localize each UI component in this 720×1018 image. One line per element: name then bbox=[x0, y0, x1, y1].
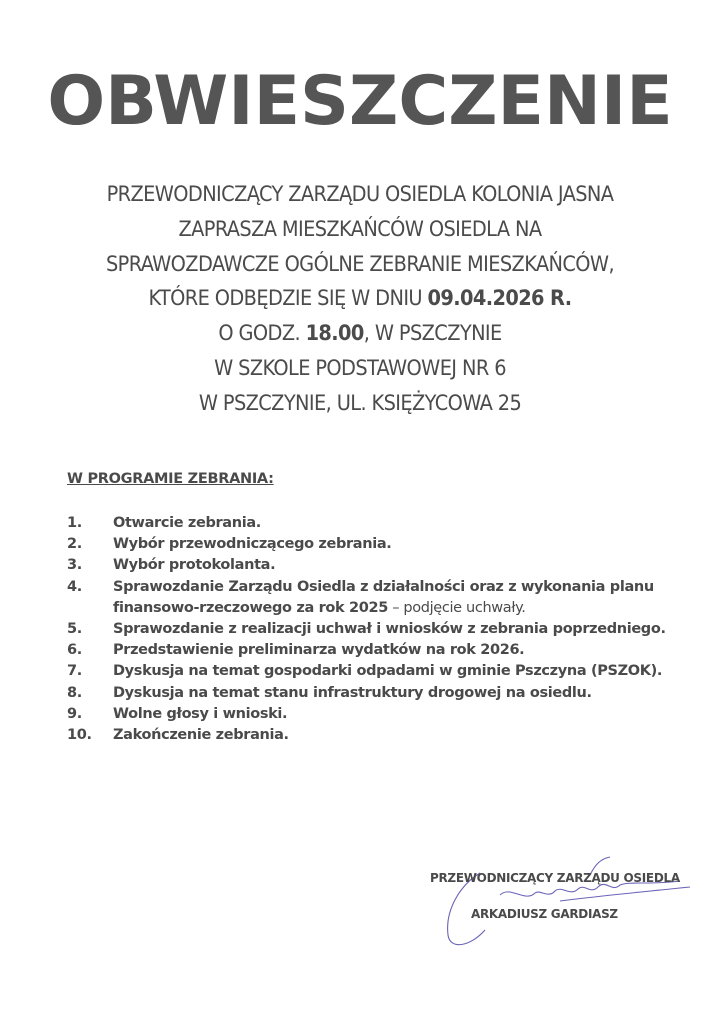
agenda-item bbox=[67, 640, 707, 661]
agenda-text: Wybór protokolanta. bbox=[113, 557, 276, 574]
agenda-item bbox=[67, 534, 707, 555]
time-suffix: , W PSZCZYNIE bbox=[363, 321, 502, 347]
program-heading: W PROGRAMIE ZEBRANIA: bbox=[67, 471, 274, 487]
intro-line-time bbox=[0, 317, 720, 352]
agenda-item bbox=[67, 619, 707, 640]
agenda-number: 8. bbox=[67, 684, 82, 701]
intro-line: ZAPRASZA MIESZKAŃCÓW OSIEDLA NA bbox=[178, 216, 542, 242]
agenda-number: 10. bbox=[67, 727, 92, 744]
intro-line: W PSZCZYNIE, UL. KSIĘŻYCOWA 25 bbox=[198, 390, 522, 416]
meeting-time: 18.00 bbox=[305, 321, 364, 347]
agenda-item bbox=[67, 577, 707, 619]
agenda-number: 5. bbox=[67, 621, 82, 638]
agenda-number: 4. bbox=[67, 578, 82, 595]
agenda-text-normal: – podjęcie uchwały. bbox=[387, 599, 526, 616]
intro-line: PRZEWODNICZĄCY ZARZĄDU OSIEDLA KOLONIA JASNA bbox=[106, 182, 614, 207]
handwritten-signature bbox=[440, 855, 700, 955]
agenda-number: 9. bbox=[67, 705, 82, 722]
intro-line: SPRAWOZDAWCZE OGÓLNE ZEBRANIE MIESZKAŃCÓW, bbox=[105, 251, 615, 277]
time-prefix: O GODZ. bbox=[218, 321, 306, 347]
agenda-text: Dyskusja na temat stanu infrastruktury drogowej na osiedlu. bbox=[113, 684, 592, 701]
agenda-number: 1. bbox=[67, 515, 82, 531]
signature-name: ARKADIUSZ GARDIASZ bbox=[471, 907, 618, 921]
agenda-text: Wolne głosy i wnioski. bbox=[113, 705, 288, 722]
agenda-number: 7. bbox=[67, 663, 82, 680]
intro-text bbox=[0, 178, 720, 422]
agenda-text: Sprawozdanie Zarządu Osiedla z działalności oraz z wykonania planu bbox=[113, 578, 654, 595]
agenda-text: Zakończenie zebrania. bbox=[113, 727, 289, 744]
intro-line-date bbox=[0, 282, 720, 317]
agenda-list bbox=[67, 513, 707, 746]
signature-title: PRZEWODNICZĄCY ZARZĄDU OSIEDLA bbox=[430, 871, 680, 885]
agenda-text: Sprawozdanie z realizacji uchwał i wniosków z zebrania poprzedniego. bbox=[113, 621, 666, 638]
page-title: OBWIESZCZENIE bbox=[47, 62, 673, 141]
agenda-text-cont: finansowo-rzeczowego za rok 2025 bbox=[113, 599, 388, 616]
agenda-text: Przedstawienie preliminarza wydatków na rok 2026. bbox=[113, 642, 525, 659]
intro-line: W SZKOLE PODSTAWOWEJ NR 6 bbox=[214, 355, 506, 381]
agenda-item bbox=[67, 555, 707, 576]
agenda-item bbox=[67, 704, 707, 725]
agenda-item bbox=[67, 683, 707, 704]
meeting-date: 09.04.2026 R. bbox=[427, 286, 572, 312]
agenda-number: 6. bbox=[67, 642, 82, 659]
agenda-number: 2. bbox=[67, 536, 82, 553]
agenda-number: 3. bbox=[67, 557, 82, 574]
agenda-text: Dyskusja na temat gospodarki odpadami w gminie Pszczyna (PSZOK). bbox=[113, 663, 663, 680]
agenda-item bbox=[67, 725, 707, 746]
signature-stroke bbox=[560, 887, 690, 901]
date-prefix: KTÓRE ODBĘDZIE SIĘ W DNIU bbox=[148, 286, 428, 312]
agenda-text: Otwarcie zebrania. bbox=[113, 515, 261, 531]
agenda-item bbox=[67, 661, 707, 682]
agenda-text: Wybór przewodniczącego zebrania. bbox=[113, 536, 392, 553]
agenda-item bbox=[67, 513, 707, 534]
